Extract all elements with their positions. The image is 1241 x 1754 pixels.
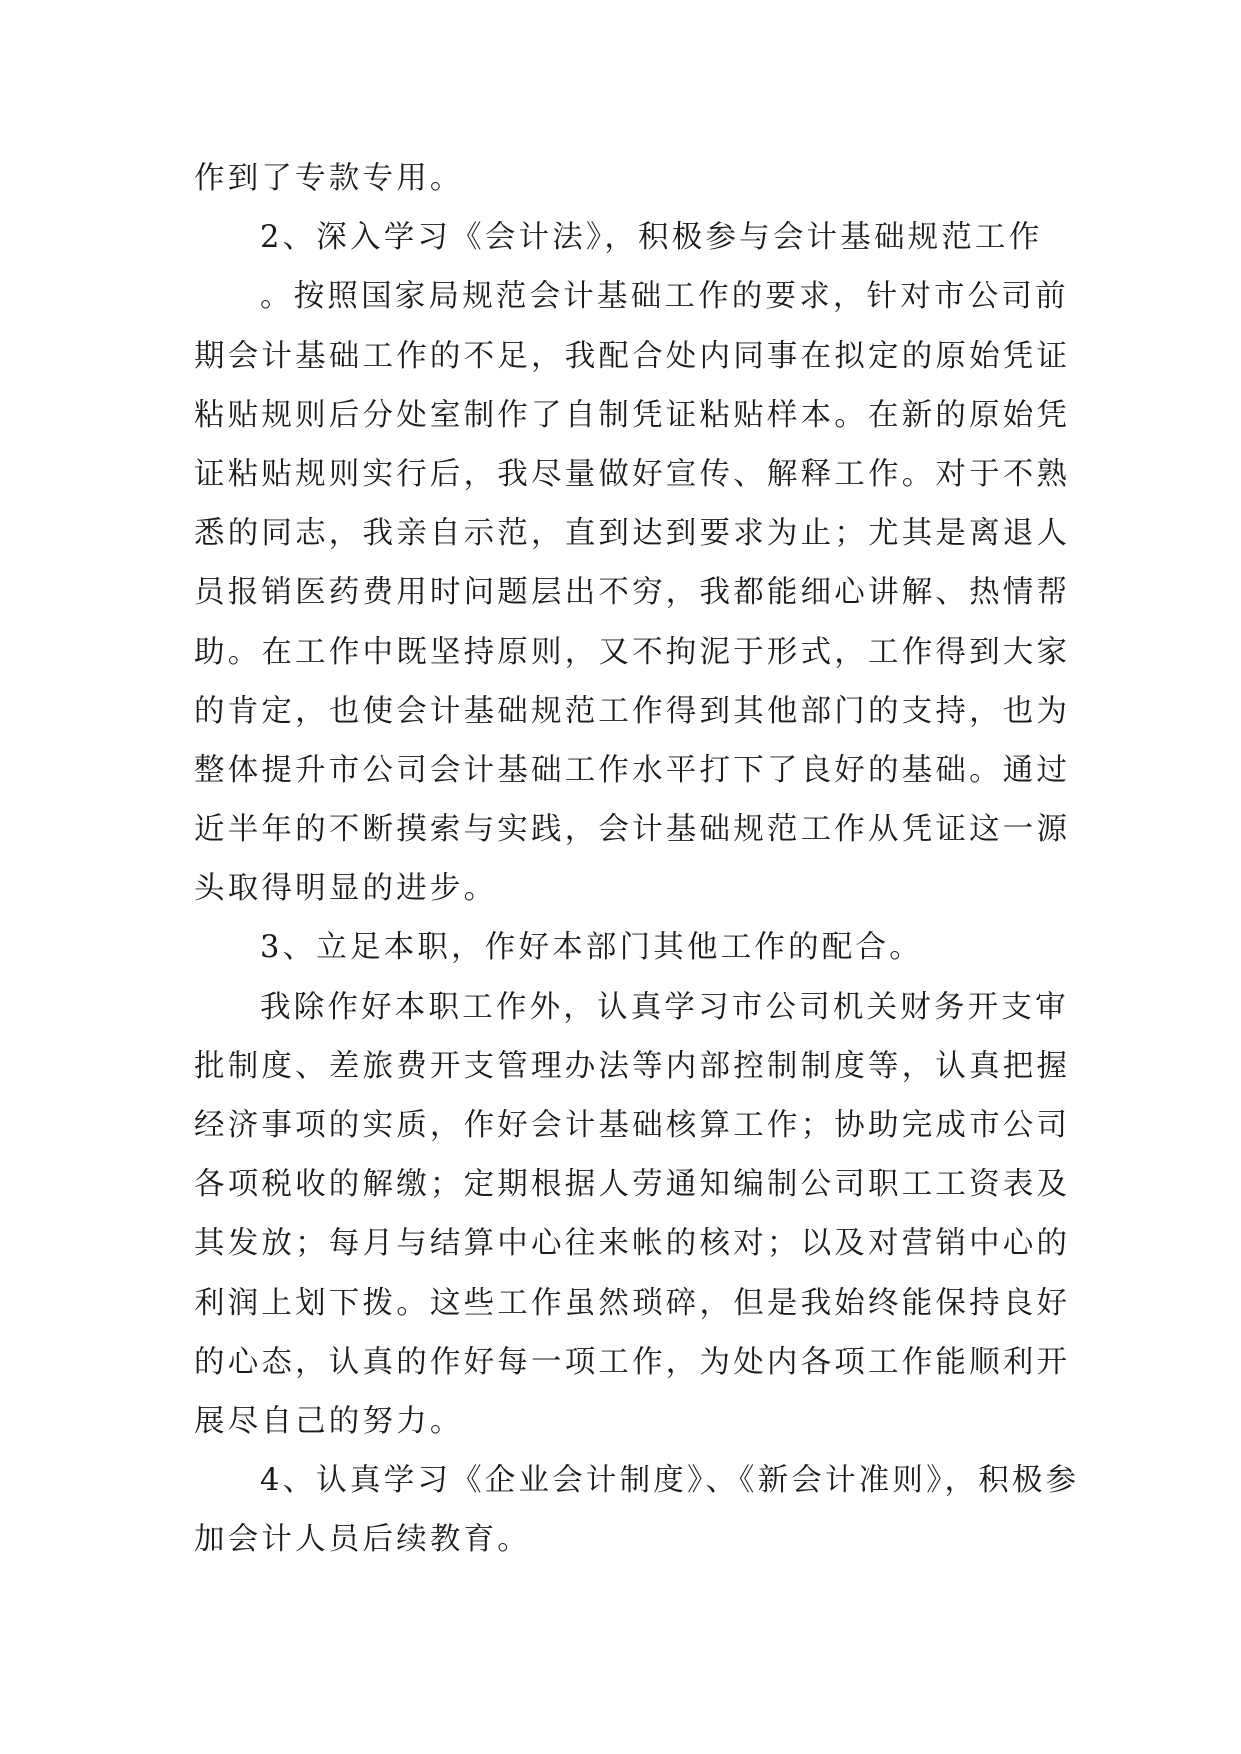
text-line: 悉的同志，我亲自示范，直到达到要求为止；尤其是离退人 [194,516,1071,552]
text-line: 加会计人员后续教育。 [194,1522,531,1558]
text-line: 展尽自己的努力。 [194,1403,464,1439]
text-line: 3、立足本职，作好本部门其他工作的配合。 [260,930,923,966]
text-line: 的心态，认真的作好每一项工作，为处内各项工作能顺利开 [194,1344,1071,1380]
text-line: 的肯定，也使会计基础规范工作得到其他部门的支持，也为 [194,693,1071,729]
text-line: 助。在工作中既坚持原则，又不拘泥于形式，工作得到大家 [194,634,1071,670]
text-line: 批制度、差旅费开支管理办法等内部控制制度等，认真把握 [194,1048,1071,1084]
text-line: 经济事项的实质，作好会计基础核算工作；协助完成市公司 [194,1108,1071,1143]
text-line: 2、深入学习《会计法》，积极参与会计基础规范工作 [260,220,1043,256]
text-line: 。按照国家局规范会计基础工作的要求，针对市公司前 [260,279,1069,315]
text-line: 利润上划下拨。这些工作虽然琐碎，但是我始终能保持良好 [194,1285,1071,1321]
text-line: 证粘贴规则实行后，我尽量做好宣传、解释工作。对于不熟 [194,456,1071,492]
text-line: 各项税收的解缴；定期根据人劳通知编制公司职工工资表及 [194,1167,1071,1203]
text-line: 员报销医药费用时问题层出不穷，我都能细心讲解、热情帮 [194,575,1071,611]
text-line: 我除作好本职工作外，认真学习市公司机关财务开支审 [260,989,1069,1025]
text-line: 近半年的不断摸索与实践，会计基础规范工作从凭证这一源 [194,812,1071,848]
text-line: 粘贴规则后分处室制作了自制凭证粘贴样本。在新的原始凭 [194,397,1071,433]
text-line: 4、认真学习《企业会计制度》、《新会计准则》，积极参 [260,1463,1080,1499]
text-line: 作到了专款专用。 [194,161,464,196]
text-line: 其发放；每月与结算中心往来帐的核对；以及对营销中心的 [194,1226,1071,1262]
text-line: 头取得明显的进步。 [194,871,498,907]
document-body [194,149,1080,1570]
text-line: 期会计基础工作的不足，我配合处内同事在拟定的原始凭证 [194,338,1071,374]
text-line: 整体提升市公司会计基础工作水平打下了良好的基础。通过 [194,752,1071,788]
